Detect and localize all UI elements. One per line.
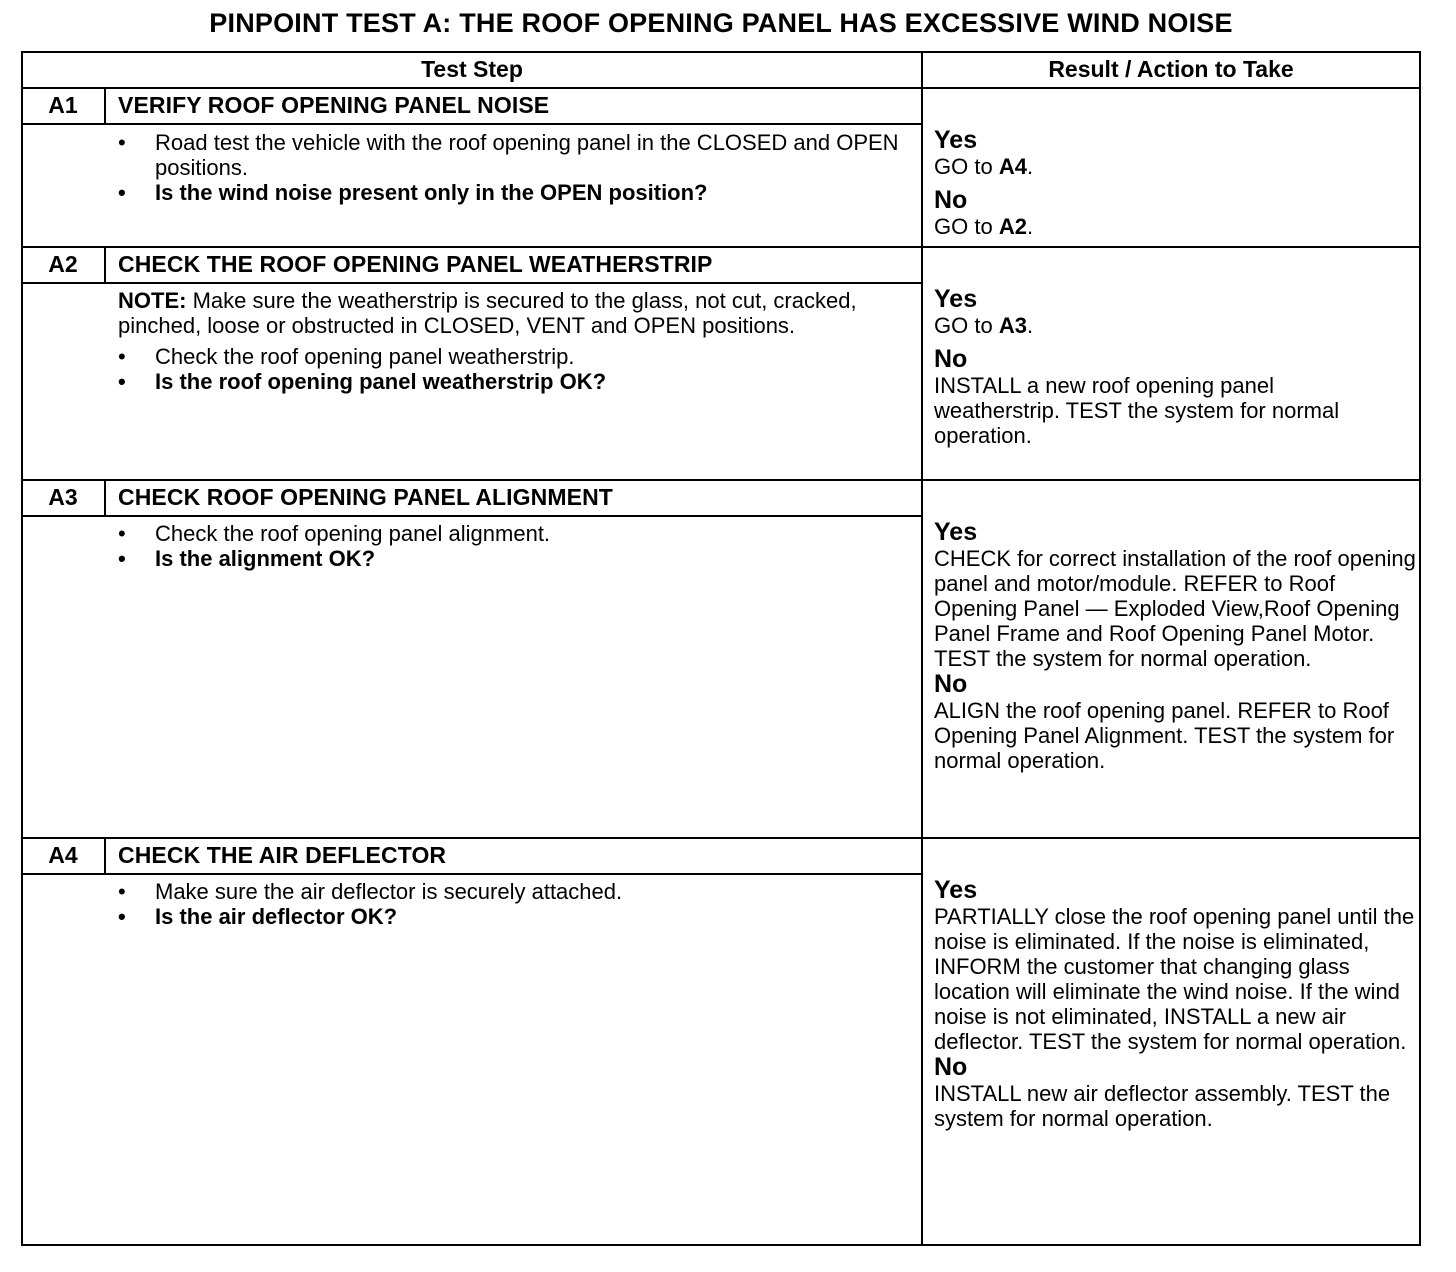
step-id: A3: [48, 484, 78, 510]
heading-divider: [21, 123, 922, 125]
no-action: GO to A2.: [934, 214, 1034, 239]
row-divider: [21, 479, 1421, 481]
id-divider: [104, 480, 106, 516]
no-action: INSTALL a new roof opening panel weatherstrip. TEST the system for normal operation.: [934, 373, 1340, 448]
step-body: [118, 130, 908, 205]
note: [118, 288, 898, 338]
note-text: Make sure the weatherstrip is secured to the glass, not cut, cracked, pinched, loose or obstructed in CLOSED, VENT and OPEN positions.: [118, 288, 857, 338]
column-divider: [921, 51, 923, 1246]
page-title: PINPOINT TEST A: THE ROOF OPENING PANEL HAS EXCESSIVE WIND NOISE: [209, 8, 1233, 38]
yes-prefix: GO to: [934, 154, 993, 179]
yes-action: GO to A4.: [934, 154, 1034, 179]
no-label: No: [934, 670, 968, 698]
no-action: ALIGN the roof opening panel. REFER to Roof Opening Panel Alignment. TEST the system for normal operation.: [934, 698, 1395, 773]
yes-action: GO to A3.: [934, 313, 1034, 338]
note-label: NOTE:: [118, 288, 187, 313]
step-link-a2[interactable]: A2: [998, 214, 1027, 239]
step-body: [118, 521, 908, 571]
step-heading: CHECK THE AIR DEFLECTOR: [118, 842, 447, 868]
step-heading: CHECK ROOF OPENING PANEL ALIGNMENT: [118, 484, 613, 510]
yes-label: Yes: [934, 126, 978, 154]
result-block: [934, 877, 1416, 1131]
result-block: [934, 519, 1416, 773]
row-divider: [21, 837, 1421, 839]
step-heading: VERIFY ROOF OPENING PANEL NOISE: [118, 92, 550, 118]
bullet-item: • Check the roof opening panel alignment.: [118, 521, 908, 546]
yes-prefix: GO to: [934, 313, 993, 338]
heading-divider: [21, 282, 922, 284]
step-body: [118, 879, 908, 929]
step-heading: CHECK THE ROOF OPENING PANEL WEATHERSTRIP: [118, 251, 713, 277]
yes-label: Yes: [934, 285, 978, 313]
bullet-question: • Is the alignment OK?: [118, 546, 908, 571]
no-prefix: GO to: [934, 214, 993, 239]
header-divider: [21, 87, 1421, 89]
step-body: [118, 288, 898, 394]
no-label: No: [934, 1053, 968, 1081]
result-block: [934, 286, 1404, 448]
step-link-a4[interactable]: A4: [998, 154, 1027, 179]
bullet-question: • Is the roof opening panel weatherstrip OK?: [118, 369, 898, 394]
step-id: A2: [48, 251, 78, 277]
no-label: No: [934, 345, 968, 373]
id-divider: [104, 247, 106, 283]
id-divider: [104, 838, 106, 874]
row-divider: [21, 246, 1421, 248]
heading-divider: [21, 515, 922, 517]
id-divider: [104, 88, 106, 124]
bullet-item: • Road test the vehicle with the roof opening panel in the CLOSED and OPEN positions.: [118, 130, 908, 180]
header-result: Result / Action to Take: [1048, 56, 1294, 82]
no-action: INSTALL new air deflector assembly. TEST the system for normal operation.: [934, 1081, 1391, 1131]
yes-label: Yes: [934, 518, 978, 546]
result-block: [934, 127, 1416, 239]
yes-label: Yes: [934, 876, 978, 904]
heading-divider: [21, 873, 922, 875]
step-id: A1: [48, 92, 78, 118]
header-test-step: Test Step: [421, 56, 523, 82]
no-label: No: [934, 186, 968, 214]
step-link-a3[interactable]: A3: [998, 313, 1027, 338]
bullet-item: • Make sure the air deflector is securely attached.: [118, 879, 908, 904]
bullet-item: • Check the roof opening panel weatherstrip.: [118, 344, 898, 369]
bullet-question: • Is the air deflector OK?: [118, 904, 908, 929]
bullet-question: • Is the wind noise present only in the OPEN position?: [118, 180, 908, 205]
step-id: A4: [48, 842, 78, 868]
yes-action: PARTIALLY close the roof opening panel until the noise is eliminated. If the noise is eliminated, INFORM the customer that changing glass location will eliminate the wind noise. If the wind noise is not eliminated, INSTALL a new air deflector. TEST the system for normal operation.: [934, 904, 1415, 1054]
yes-action: CHECK for correct installation of the roof opening panel and motor/module. REFER to Roof Opening Panel — Exploded View,Roof Opening Panel Frame and Roof Opening Panel Motor. TEST the system for normal operation.: [934, 546, 1416, 671]
